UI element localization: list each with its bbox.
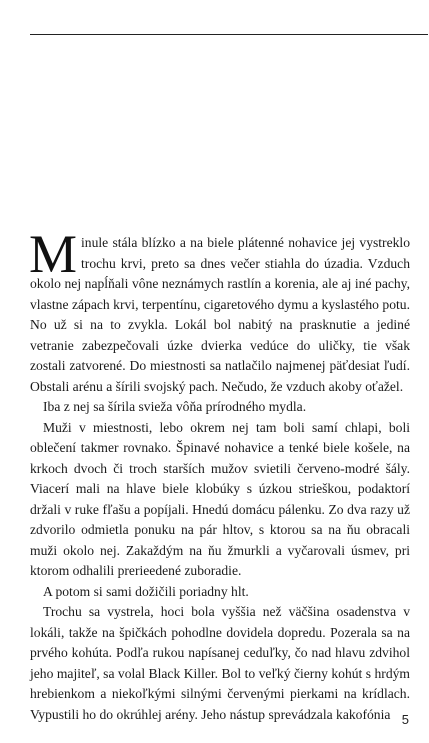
drop-cap: M xyxy=(29,224,78,284)
paragraph-1-text: inule stála blízko a na biele plátenné nohavice jej vystreklo trochu krvi, preto sa dnes večer stiahla do úzadia. Vzduch okolo nej napĺňali vône neznámych rastlín a korenia, ale aj iné pachy, vlastne zápach krvi, terpentínu, cigaretového dymu a kyslastého potu. No už si na to zvykla. Lokál bol nabitý na prasknutie a jediné vetranie zabezpečovali úzke dvierka vedúce do uličky, tie však zostali zatvorené. Do miestnosti sa natlačilo najmenej päťdesiat ľudí. Obstali arénu a šírili svojský pach. Nečudo, že vzduch akoby oťažel. xyxy=(30,235,410,394)
paragraph-3: Muži v miestnosti, lebo okrem nej tam boli samí chlapi, boli oblečení takmer rovnako. Špinavé nohavice a tenké biele košele, na krkoch dvoch či troch starších mužov svietili červeno-modré šály. Viacerí mali na hlave biele klobúky s úzkou strieškou, podaktorí držali v ruke fľašu a popíjali. Hnedú domácu pálenku. Zo dva razy už zdvorilo odmietla ponuku na pár hltov, s ktorou sa na ňu obracali muži okolo nej. Zakaždým na ňu žmurkli a vyčarovali úsmev, pri ktorom odhalili prerieedené zuboradie. xyxy=(30,419,410,578)
body-text xyxy=(29,224,410,725)
header-rule xyxy=(30,34,428,35)
paragraph-2: Iba z nej sa šírila svieža vôňa prírodného mydla. xyxy=(43,399,307,414)
paragraph-1 xyxy=(29,224,410,397)
paragraph-5: Trochu sa vystrela, hoci bola vyššia než väčšina osadenstva v lokáli, takže na špičkách pohodlne dovidela dopredu. Pozerala sa na prvého kohúta. Podľa rukou napísanej ceduľky, čo nad hlavu zdvihol jeho majiteľ, sa volal Black Killer. Bol to veľký čierny kohút s hrdým hrebienkom a niekoľkými silnými červenými pierkami na krídlach. Vypustili ho do okrúhlej arény. Jeho nástup sprevádzala kakofónia xyxy=(30,604,410,722)
page-number: 5 xyxy=(401,712,409,727)
paragraph-4: A potom si sami dožičili poriadny hlt. xyxy=(43,583,249,599)
